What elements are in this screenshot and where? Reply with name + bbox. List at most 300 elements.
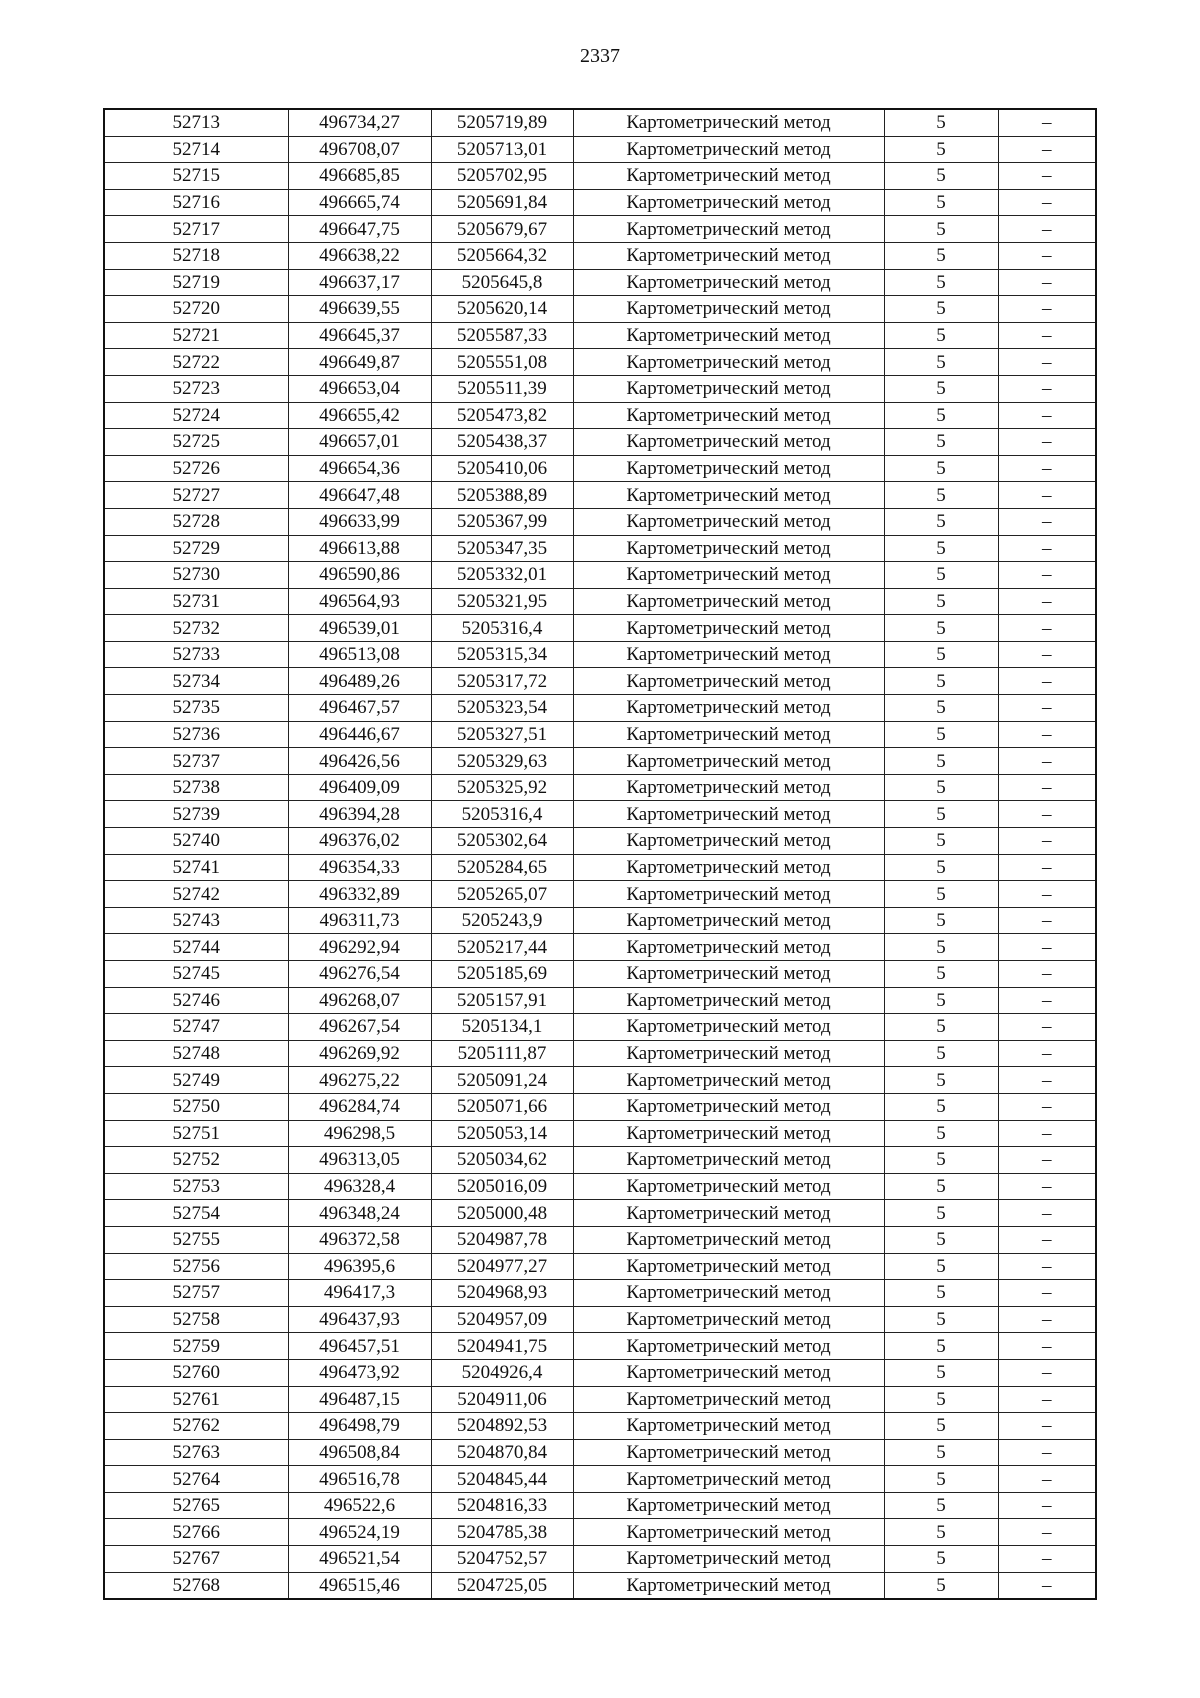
method-cell: Картометрический метод: [573, 1093, 884, 1120]
y-coordinate-cell: 5204957,09: [431, 1306, 573, 1333]
table-row: [104, 1093, 1096, 1120]
x-coordinate-cell: 496292,94: [288, 934, 431, 961]
note-cell: –: [998, 588, 1096, 615]
accuracy-cell: 5: [884, 1200, 998, 1227]
table-row: [104, 1253, 1096, 1280]
method-cell: Картометрический метод: [573, 881, 884, 908]
table-row: [104, 1014, 1096, 1041]
note-cell: –: [998, 987, 1096, 1014]
y-coordinate-cell: 5205315,34: [431, 641, 573, 668]
accuracy-cell: 5: [884, 1466, 998, 1493]
y-coordinate-cell: 5205316,4: [431, 615, 573, 642]
table-row: [104, 562, 1096, 589]
accuracy-cell: 5: [884, 535, 998, 562]
table-row: [104, 934, 1096, 961]
note-cell: –: [998, 1014, 1096, 1041]
note-cell: –: [998, 1413, 1096, 1440]
accuracy-cell: 5: [884, 668, 998, 695]
accuracy-cell: 5: [884, 907, 998, 934]
point-number-cell: 52757: [104, 1280, 288, 1307]
x-coordinate-cell: 496657,01: [288, 429, 431, 456]
x-coordinate-cell: 496539,01: [288, 615, 431, 642]
accuracy-cell: 5: [884, 269, 998, 296]
table-row: [104, 961, 1096, 988]
accuracy-cell: 5: [884, 163, 998, 190]
table-row: [104, 296, 1096, 323]
accuracy-cell: 5: [884, 189, 998, 216]
note-cell: –: [998, 828, 1096, 855]
method-cell: Картометрический метод: [573, 1040, 884, 1067]
note-cell: –: [998, 1253, 1096, 1280]
x-coordinate-cell: 496516,78: [288, 1466, 431, 1493]
y-coordinate-cell: 5205329,63: [431, 748, 573, 775]
table-row: [104, 774, 1096, 801]
method-cell: Картометрический метод: [573, 615, 884, 642]
method-cell: Картометрический метод: [573, 1226, 884, 1253]
y-coordinate-cell: 5205000,48: [431, 1200, 573, 1227]
note-cell: –: [998, 748, 1096, 775]
accuracy-cell: 5: [884, 1014, 998, 1041]
accuracy-cell: 5: [884, 1572, 998, 1599]
table-body: [104, 109, 1096, 1599]
table-row: [104, 189, 1096, 216]
note-cell: –: [998, 907, 1096, 934]
y-coordinate-cell: 5204977,27: [431, 1253, 573, 1280]
x-coordinate-cell: 496508,84: [288, 1439, 431, 1466]
point-number-cell: 52718: [104, 242, 288, 269]
accuracy-cell: 5: [884, 1519, 998, 1546]
accuracy-cell: 5: [884, 1120, 998, 1147]
point-number-cell: 52738: [104, 774, 288, 801]
method-cell: Картометрический метод: [573, 1200, 884, 1227]
x-coordinate-cell: 496313,05: [288, 1147, 431, 1174]
y-coordinate-cell: 5205134,1: [431, 1014, 573, 1041]
note-cell: –: [998, 1040, 1096, 1067]
y-coordinate-cell: 5205645,8: [431, 269, 573, 296]
note-cell: –: [998, 136, 1096, 163]
table-row: [104, 907, 1096, 934]
point-number-cell: 52756: [104, 1253, 288, 1280]
y-coordinate-cell: 5205679,67: [431, 216, 573, 243]
accuracy-cell: 5: [884, 375, 998, 402]
method-cell: Картометрический метод: [573, 1306, 884, 1333]
point-number-cell: 52750: [104, 1093, 288, 1120]
y-coordinate-cell: 5205347,35: [431, 535, 573, 562]
y-coordinate-cell: 5205691,84: [431, 189, 573, 216]
y-coordinate-cell: 5205053,14: [431, 1120, 573, 1147]
point-number-cell: 52743: [104, 907, 288, 934]
point-number-cell: 52749: [104, 1067, 288, 1094]
point-number-cell: 52768: [104, 1572, 288, 1599]
method-cell: Картометрический метод: [573, 1147, 884, 1174]
method-cell: Картометрический метод: [573, 748, 884, 775]
note-cell: –: [998, 296, 1096, 323]
x-coordinate-cell: 496513,08: [288, 641, 431, 668]
table-row: [104, 1173, 1096, 1200]
table-row: [104, 987, 1096, 1014]
table-row: [104, 1200, 1096, 1227]
method-cell: Картометрический метод: [573, 109, 884, 136]
x-coordinate-cell: 496633,99: [288, 508, 431, 535]
y-coordinate-cell: 5204725,05: [431, 1572, 573, 1599]
accuracy-cell: 5: [884, 216, 998, 243]
note-cell: –: [998, 1093, 1096, 1120]
point-number-cell: 52724: [104, 402, 288, 429]
table-row: [104, 1386, 1096, 1413]
table-row: [104, 641, 1096, 668]
note-cell: –: [998, 189, 1096, 216]
table-row: [104, 1439, 1096, 1466]
table-row: [104, 854, 1096, 881]
x-coordinate-cell: 496473,92: [288, 1359, 431, 1386]
point-number-cell: 52721: [104, 322, 288, 349]
method-cell: Картометрический метод: [573, 562, 884, 589]
x-coordinate-cell: 496708,07: [288, 136, 431, 163]
x-coordinate-cell: 496395,6: [288, 1253, 431, 1280]
y-coordinate-cell: 5205587,33: [431, 322, 573, 349]
method-cell: Картометрический метод: [573, 455, 884, 482]
y-coordinate-cell: 5204926,4: [431, 1359, 573, 1386]
method-cell: Картометрический метод: [573, 801, 884, 828]
y-coordinate-cell: 5205438,37: [431, 429, 573, 456]
y-coordinate-cell: 5205317,72: [431, 668, 573, 695]
y-coordinate-cell: 5205620,14: [431, 296, 573, 323]
point-number-cell: 52713: [104, 109, 288, 136]
method-cell: Картометрический метод: [573, 1492, 884, 1519]
table-row: [104, 1147, 1096, 1174]
table-row: [104, 1519, 1096, 1546]
method-cell: Картометрический метод: [573, 1280, 884, 1307]
x-coordinate-cell: 496613,88: [288, 535, 431, 562]
table-row: [104, 881, 1096, 908]
coordinates-table-container: [103, 108, 1095, 1600]
accuracy-cell: 5: [884, 588, 998, 615]
table-row: [104, 109, 1096, 136]
method-cell: Картометрический метод: [573, 1466, 884, 1493]
x-coordinate-cell: 496311,73: [288, 907, 431, 934]
method-cell: Картометрический метод: [573, 402, 884, 429]
accuracy-cell: 5: [884, 322, 998, 349]
method-cell: Картометрический метод: [573, 508, 884, 535]
table-row: [104, 748, 1096, 775]
point-number-cell: 52716: [104, 189, 288, 216]
x-coordinate-cell: 496649,87: [288, 349, 431, 376]
method-cell: Картометрический метод: [573, 961, 884, 988]
y-coordinate-cell: 5205713,01: [431, 136, 573, 163]
table-row: [104, 1492, 1096, 1519]
point-number-cell: 52735: [104, 695, 288, 722]
point-number-cell: 52734: [104, 668, 288, 695]
accuracy-cell: 5: [884, 1359, 998, 1386]
x-coordinate-cell: 496645,37: [288, 322, 431, 349]
method-cell: Картометрический метод: [573, 1173, 884, 1200]
point-number-cell: 52719: [104, 269, 288, 296]
note-cell: –: [998, 1466, 1096, 1493]
accuracy-cell: 5: [884, 1386, 998, 1413]
x-coordinate-cell: 496685,85: [288, 163, 431, 190]
method-cell: Картометрический метод: [573, 482, 884, 509]
table-row: [104, 1120, 1096, 1147]
table-row: [104, 1546, 1096, 1573]
accuracy-cell: 5: [884, 1173, 998, 1200]
table-row: [104, 242, 1096, 269]
y-coordinate-cell: 5205325,92: [431, 774, 573, 801]
note-cell: –: [998, 1280, 1096, 1307]
y-coordinate-cell: 5205388,89: [431, 482, 573, 509]
point-number-cell: 52765: [104, 1492, 288, 1519]
note-cell: –: [998, 109, 1096, 136]
point-number-cell: 52725: [104, 429, 288, 456]
accuracy-cell: 5: [884, 1067, 998, 1094]
method-cell: Картометрический метод: [573, 1333, 884, 1360]
point-number-cell: 52744: [104, 934, 288, 961]
x-coordinate-cell: 496639,55: [288, 296, 431, 323]
accuracy-cell: 5: [884, 455, 998, 482]
note-cell: –: [998, 1439, 1096, 1466]
method-cell: Картометрический метод: [573, 1386, 884, 1413]
table-row: [104, 721, 1096, 748]
x-coordinate-cell: 496498,79: [288, 1413, 431, 1440]
point-number-cell: 52748: [104, 1040, 288, 1067]
accuracy-cell: 5: [884, 748, 998, 775]
point-number-cell: 52717: [104, 216, 288, 243]
x-coordinate-cell: 496276,54: [288, 961, 431, 988]
y-coordinate-cell: 5204941,75: [431, 1333, 573, 1360]
note-cell: –: [998, 535, 1096, 562]
note-cell: –: [998, 1572, 1096, 1599]
y-coordinate-cell: 5205217,44: [431, 934, 573, 961]
accuracy-cell: 5: [884, 721, 998, 748]
note-cell: –: [998, 455, 1096, 482]
table-row: [104, 216, 1096, 243]
note-cell: –: [998, 508, 1096, 535]
accuracy-cell: 5: [884, 881, 998, 908]
x-coordinate-cell: 496376,02: [288, 828, 431, 855]
x-coordinate-cell: 496487,15: [288, 1386, 431, 1413]
point-number-cell: 52753: [104, 1173, 288, 1200]
table-row: [104, 1306, 1096, 1333]
x-coordinate-cell: 496328,4: [288, 1173, 431, 1200]
method-cell: Картометрический метод: [573, 349, 884, 376]
method-cell: Картометрический метод: [573, 721, 884, 748]
point-number-cell: 52720: [104, 296, 288, 323]
x-coordinate-cell: 496332,89: [288, 881, 431, 908]
y-coordinate-cell: 5205473,82: [431, 402, 573, 429]
note-cell: –: [998, 1519, 1096, 1546]
table-row: [104, 1466, 1096, 1493]
y-coordinate-cell: 5205702,95: [431, 163, 573, 190]
y-coordinate-cell: 5205332,01: [431, 562, 573, 589]
note-cell: –: [998, 695, 1096, 722]
point-number-cell: 52727: [104, 482, 288, 509]
note-cell: –: [998, 1546, 1096, 1573]
x-coordinate-cell: 496637,17: [288, 269, 431, 296]
method-cell: Картометрический метод: [573, 1014, 884, 1041]
x-coordinate-cell: 496267,54: [288, 1014, 431, 1041]
table-row: [104, 1359, 1096, 1386]
y-coordinate-cell: 5205410,06: [431, 455, 573, 482]
note-cell: –: [998, 1359, 1096, 1386]
x-coordinate-cell: 496457,51: [288, 1333, 431, 1360]
point-number-cell: 52739: [104, 801, 288, 828]
table-row: [104, 1572, 1096, 1599]
y-coordinate-cell: 5205016,09: [431, 1173, 573, 1200]
accuracy-cell: 5: [884, 1413, 998, 1440]
accuracy-cell: 5: [884, 1093, 998, 1120]
y-coordinate-cell: 5204892,53: [431, 1413, 573, 1440]
x-coordinate-cell: 496515,46: [288, 1572, 431, 1599]
accuracy-cell: 5: [884, 1492, 998, 1519]
y-coordinate-cell: 5204870,84: [431, 1439, 573, 1466]
x-coordinate-cell: 496654,36: [288, 455, 431, 482]
x-coordinate-cell: 496348,24: [288, 1200, 431, 1227]
x-coordinate-cell: 496268,07: [288, 987, 431, 1014]
note-cell: –: [998, 1492, 1096, 1519]
table-row: [104, 163, 1096, 190]
method-cell: Картометрический метод: [573, 588, 884, 615]
table-row: [104, 349, 1096, 376]
accuracy-cell: 5: [884, 1147, 998, 1174]
x-coordinate-cell: 496655,42: [288, 402, 431, 429]
method-cell: Картометрический метод: [573, 987, 884, 1014]
point-number-cell: 52730: [104, 562, 288, 589]
accuracy-cell: 5: [884, 1280, 998, 1307]
y-coordinate-cell: 5205157,91: [431, 987, 573, 1014]
point-number-cell: 52752: [104, 1147, 288, 1174]
point-number-cell: 52759: [104, 1333, 288, 1360]
x-coordinate-cell: 496409,09: [288, 774, 431, 801]
x-coordinate-cell: 496446,67: [288, 721, 431, 748]
y-coordinate-cell: 5205111,87: [431, 1040, 573, 1067]
note-cell: –: [998, 429, 1096, 456]
method-cell: Картометрический метод: [573, 1253, 884, 1280]
point-number-cell: 52754: [104, 1200, 288, 1227]
x-coordinate-cell: 496489,26: [288, 668, 431, 695]
method-cell: Картометрический метод: [573, 695, 884, 722]
method-cell: Картометрический метод: [573, 907, 884, 934]
note-cell: –: [998, 269, 1096, 296]
accuracy-cell: 5: [884, 1306, 998, 1333]
accuracy-cell: 5: [884, 429, 998, 456]
accuracy-cell: 5: [884, 641, 998, 668]
y-coordinate-cell: 5204816,33: [431, 1492, 573, 1519]
accuracy-cell: 5: [884, 349, 998, 376]
point-number-cell: 52755: [104, 1226, 288, 1253]
point-number-cell: 52729: [104, 535, 288, 562]
note-cell: –: [998, 349, 1096, 376]
point-number-cell: 52766: [104, 1519, 288, 1546]
table-row: [104, 588, 1096, 615]
method-cell: Картометрический метод: [573, 163, 884, 190]
table-row: [104, 1040, 1096, 1067]
note-cell: –: [998, 1306, 1096, 1333]
table-row: [104, 402, 1096, 429]
point-number-cell: 52745: [104, 961, 288, 988]
accuracy-cell: 5: [884, 136, 998, 163]
method-cell: Картометрический метод: [573, 216, 884, 243]
y-coordinate-cell: 5205071,66: [431, 1093, 573, 1120]
method-cell: Картометрический метод: [573, 854, 884, 881]
note-cell: –: [998, 1147, 1096, 1174]
y-coordinate-cell: 5205316,4: [431, 801, 573, 828]
y-coordinate-cell: 5205185,69: [431, 961, 573, 988]
point-number-cell: 52726: [104, 455, 288, 482]
table-row: [104, 136, 1096, 163]
x-coordinate-cell: 496426,56: [288, 748, 431, 775]
method-cell: Картометрический метод: [573, 269, 884, 296]
x-coordinate-cell: 496354,33: [288, 854, 431, 881]
x-coordinate-cell: 496653,04: [288, 375, 431, 402]
point-number-cell: 52761: [104, 1386, 288, 1413]
x-coordinate-cell: 496647,48: [288, 482, 431, 509]
accuracy-cell: 5: [884, 402, 998, 429]
table-row: [104, 1333, 1096, 1360]
note-cell: –: [998, 934, 1096, 961]
accuracy-cell: 5: [884, 1333, 998, 1360]
y-coordinate-cell: 5205327,51: [431, 721, 573, 748]
accuracy-cell: 5: [884, 1253, 998, 1280]
method-cell: Картометрический метод: [573, 322, 884, 349]
note-cell: –: [998, 1386, 1096, 1413]
note-cell: –: [998, 402, 1096, 429]
table-row: [104, 1067, 1096, 1094]
table-row: [104, 269, 1096, 296]
note-cell: –: [998, 163, 1096, 190]
x-coordinate-cell: 496522,6: [288, 1492, 431, 1519]
method-cell: Картометрический метод: [573, 296, 884, 323]
point-number-cell: 52762: [104, 1413, 288, 1440]
x-coordinate-cell: 496269,92: [288, 1040, 431, 1067]
y-coordinate-cell: 5205323,54: [431, 695, 573, 722]
table-row: [104, 1280, 1096, 1307]
table-row: [104, 828, 1096, 855]
accuracy-cell: 5: [884, 987, 998, 1014]
y-coordinate-cell: 5204987,78: [431, 1226, 573, 1253]
method-cell: Картометрический метод: [573, 136, 884, 163]
note-cell: –: [998, 1200, 1096, 1227]
method-cell: Картометрический метод: [573, 668, 884, 695]
table-row: [104, 375, 1096, 402]
y-coordinate-cell: 5204845,44: [431, 1466, 573, 1493]
note-cell: –: [998, 774, 1096, 801]
note-cell: –: [998, 242, 1096, 269]
method-cell: Картометрический метод: [573, 189, 884, 216]
x-coordinate-cell: 496647,75: [288, 216, 431, 243]
point-number-cell: 52736: [104, 721, 288, 748]
note-cell: –: [998, 1333, 1096, 1360]
point-number-cell: 52747: [104, 1014, 288, 1041]
y-coordinate-cell: 5204752,57: [431, 1546, 573, 1573]
y-coordinate-cell: 5204911,06: [431, 1386, 573, 1413]
x-coordinate-cell: 496734,27: [288, 109, 431, 136]
note-cell: –: [998, 1067, 1096, 1094]
accuracy-cell: 5: [884, 1439, 998, 1466]
point-number-cell: 52737: [104, 748, 288, 775]
note-cell: –: [998, 641, 1096, 668]
accuracy-cell: 5: [884, 828, 998, 855]
x-coordinate-cell: 496521,54: [288, 1546, 431, 1573]
x-coordinate-cell: 496638,22: [288, 242, 431, 269]
x-coordinate-cell: 496275,22: [288, 1067, 431, 1094]
y-coordinate-cell: 5205265,07: [431, 881, 573, 908]
table-row: [104, 322, 1096, 349]
method-cell: Картометрический метод: [573, 828, 884, 855]
method-cell: Картометрический метод: [573, 1067, 884, 1094]
note-cell: –: [998, 721, 1096, 748]
accuracy-cell: 5: [884, 562, 998, 589]
point-number-cell: 52746: [104, 987, 288, 1014]
table-row: [104, 429, 1096, 456]
